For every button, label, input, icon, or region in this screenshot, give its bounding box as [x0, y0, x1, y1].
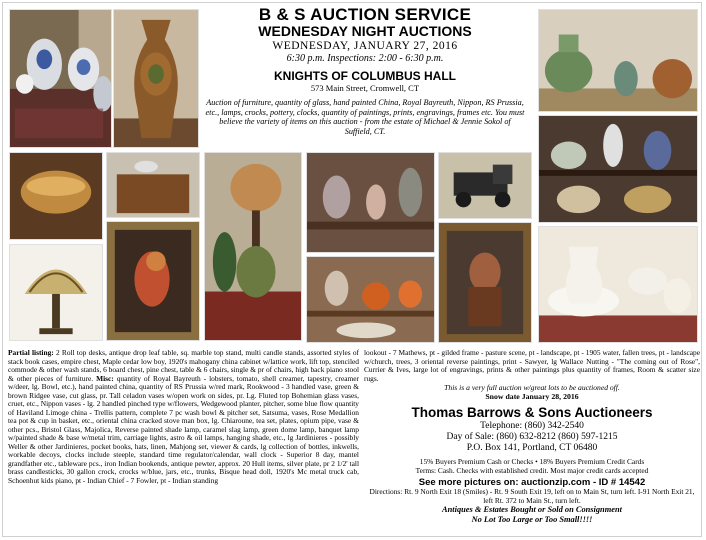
listing-label: Partial listing: — [8, 348, 54, 357]
photo-bowl — [9, 152, 103, 240]
day-of-sale-phone: Day of Sale: (860) 632-8212 (860) 597-1215 — [446, 432, 618, 442]
photo-chest — [106, 152, 200, 218]
buyers-premium: 15% Buyers Premium Cash or Checks • 18% Buyers Premium Credit Cards — [419, 457, 645, 466]
photo-toy-truck — [438, 152, 532, 219]
photo-pottery — [538, 9, 698, 112]
auctioneers-name: Thomas Barrows & Sons Auctioneers — [411, 405, 653, 420]
photo-china-shelf — [538, 115, 698, 223]
auction-note: This is a very full auction w/great lots to be auctioned off. — [444, 383, 620, 392]
photo-crocks — [9, 9, 112, 148]
photo-shelf — [306, 152, 435, 253]
photo-wash-set — [538, 226, 698, 343]
listing-continued: lookout - 7 Mathews, pt - gilded frame - pasture scene, pt - landscape, pt - 1905 water, fallen trees, pt - landscape w/church, trees, 3 oriental reverse paintings, print - Sawyer, lg Wallace Nutting - "The coming out of Rose", Currier & Ives, large lot of engravings, prints & other paintings plus quantity of frames, Room & scatter size rugs. — [364, 348, 700, 383]
auction-times: 6:30 p.m. Inspections: 2:00 - 6:30 p.m. — [286, 53, 444, 64]
right-column — [364, 349, 700, 524]
po-box: P.O. Box 141, Portland, CT 06480 — [466, 443, 598, 453]
misc-text: quantity of Royal Bayreuth - lobsters, tomato, shell creamer, tapestry, creamer w/deer, lg. Bowl, etc.), hand painted china, quantity of RS Prussia w/red mark, Rookwood - 3 handled vase, green & brown Ridgee vase, cut glass, pr. Tall celadon vases w/open work on sides, pr. Lg. Fluted top Bohemian glass vases, cruet, etc., Nippon vases - lg. 2 handled pinched type w/flowers, Wedgewood planter, pitcher, some blue flow quantity of Haviland Limoge china - Trellis pattern, complete 7 pc wash bowl & pitcher set, Satsuma, vases, Rose Medallion tea pot & cup in basket, etc., oriental china cracked stove man box, lg. Chiaroune, tea set, plates, opium pipe, vase & other pcs., Bristol Glass, Majolica, Reverse painted shade lamp, caramel slag lamp, green dome lamp, banquet lamp w/painted shade & base w/metal trim, carriage lights, astro & oil lamps, hanging shade, etc., lg Jardinieres - possibly Weller & other Jardinieres, pocket books, hats, linen, Mahjong set, viewer & cards, lg collection of bottles, inkwells, workable decoys, clocks include steeple, standard time regulator/calendar, wall clock - Superior 8 day, mantel grandfather etc., tableware pcs., iron Indian bookends, antique pewter, approx. 20 Hull items, silver plate, pr 2 1/2' tall brass candlesticks, 30 gallon crock, crocks w/blue, jars, etc., trunks, Bisque head doll, 1920's Mc metal truck cab, Schoenhut kids piano, pt - Indian Chief - 7 Fowler, pt - Indian standing — [8, 373, 360, 485]
venue-address: 573 Main Street, Cromwell, CT — [310, 83, 420, 93]
tagline-consignment: Antiques & Estates Bought or Sold on Consignment — [442, 505, 622, 514]
misc-label: Misc: — [96, 373, 114, 383]
auction-intro: Auction of furniture, quantity of glass, hand painted China, Royal Bayreuth, Nippon, RS Prussia, etc., lamps, crocks, pottery, clocks, quantity of paintings, prints, engravings, frames etc. You must believe the variety of items on this auction - from the estate of Michael & Jennie Sokol of Suffield, CT. — [205, 98, 525, 136]
snow-date: Snow date January 28, 2016 — [485, 392, 579, 401]
flyer-subtitle: WEDNESDAY NIGHT AUCTIONS — [258, 23, 472, 39]
partial-listing — [8, 349, 359, 485]
auction-date: WEDNESDAY, JANUARY 27, 2016 — [272, 40, 458, 52]
telephone: Telephone: (860) 342-2540 — [480, 421, 584, 431]
directions: Directions: Rt. 9 North Exit 18 (Smiles) - Rt. 9 South Exit 19, left on to Main St, turn left. I-91 North Exit 21, left Rt. 372 to Main St., turn left. — [369, 487, 695, 505]
listing-text: 2 Roll top desks, antique drop leaf table, sq. marble top stand, multi candle stands, assorted styles of stack book cases, empire chest, Maple cedar low boy, 1920's mahogany china cabinet w/lattice work, lift top, stenciled commode & other wash stands, 6 board chest, pine chest, table & 6 chairs, single & pr of chairs, high back piano stool & other pieces of furniture. — [8, 348, 359, 383]
tagline-lot-size: No Lot Too Large or Too Small!!!! — [471, 514, 593, 524]
photo-tall-vase — [113, 9, 199, 148]
photo-lamp-stand — [204, 152, 302, 341]
photo-painting-bird — [106, 221, 200, 341]
flyer-title: B & S AUCTION SERVICE — [258, 5, 472, 24]
photo-glass-lamps — [306, 256, 435, 343]
flyer-header — [195, 6, 535, 136]
photo-indian-painting — [438, 222, 532, 343]
photo-lamp-shade — [9, 244, 103, 341]
payment-terms: Terms: Cash. Checks with established credit. Most major credit cards accepted — [415, 465, 649, 475]
more-pictures-link[interactable]: See more pictures on: auctionzip.com - ID # 14542 — [418, 477, 646, 488]
venue-name: KNIGHTS OF COLUMBUS HALL — [274, 69, 456, 83]
